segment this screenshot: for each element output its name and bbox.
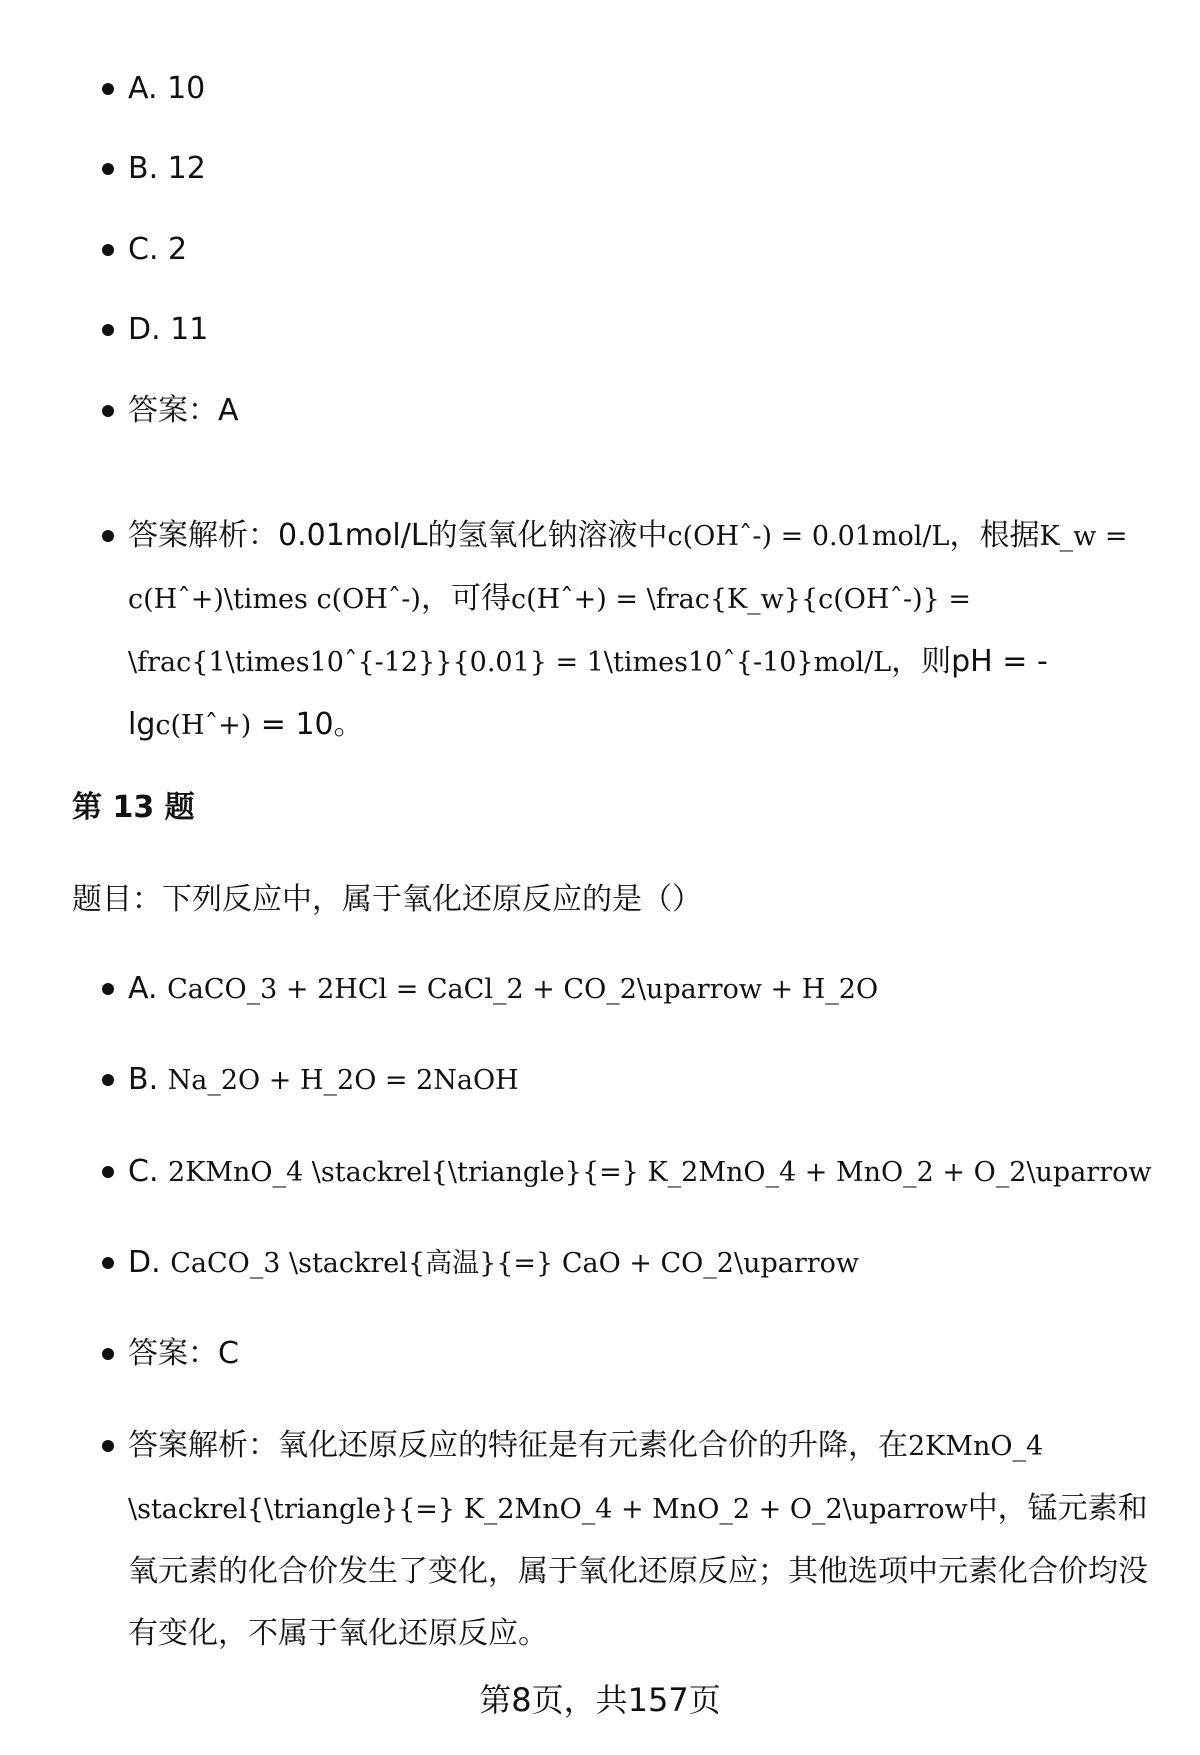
- analysis-text: ，根据: [949, 518, 1040, 553]
- option-d: D. 11: [128, 299, 1158, 361]
- formula: Na_2O + H_2O = 2NaOH: [167, 1065, 519, 1096]
- answer-analysis: [128, 1415, 1158, 1665]
- option-a: [128, 958, 1158, 1021]
- option-c: C. 2: [128, 219, 1158, 281]
- answer-analysis: [128, 505, 1158, 757]
- formula: 2KMnO_4 \stackrel{\triangle}{=} K_2MnO_4 + MnO_2 + O_2\uparrow: [168, 1157, 1152, 1188]
- formula: 2KMnO_4 \stackrel{\triangle}{=} K_2MnO_4 + MnO_2 + O_2\uparrow: [128, 1431, 1044, 1525]
- analysis-text: ，可得: [420, 581, 511, 616]
- question-stem: 题目：下列反应中，属于氧化还原反应的是（）: [72, 882, 702, 917]
- formula: c(OHˆ-) = 0.01mol/L: [667, 521, 950, 552]
- analysis-prefix: 答案解析：: [128, 518, 278, 553]
- page-footer: 第8页，共157页: [479, 1681, 721, 1719]
- option-label: C.: [128, 1154, 169, 1189]
- analysis-text: 中，锰元素和氧元素的化合价发生了变化，属于氧化还原反应；其他选项中元素化合价均没有变化，不属于氧化还原反应。: [128, 1491, 1148, 1651]
- formula: K_w = c(Hˆ+)\times c(OHˆ-): [128, 521, 1128, 615]
- question-heading: 第 13 题: [72, 790, 195, 825]
- option-d: [128, 1232, 1158, 1295]
- analysis-text: 0.01mol/L的氢氧化钠溶液中: [278, 518, 668, 553]
- option-label: B.: [128, 1062, 168, 1097]
- analysis-prefix: 答案解析：: [128, 1428, 278, 1463]
- answer: 答案：A: [128, 380, 1158, 442]
- formula: CaCO_3 \stackrel{高温}{=} CaO + CO_2\uparrow: [170, 1248, 860, 1279]
- analysis-text: = 10。: [251, 707, 364, 742]
- option-a: A. 10: [128, 58, 1158, 120]
- analysis-text: 氧化还原反应的特征是有元素化合价的升降，在: [278, 1428, 908, 1463]
- analysis-text: ，则pH = -lg: [128, 644, 1048, 742]
- option-label: D.: [128, 1245, 171, 1280]
- option-c: [128, 1141, 1158, 1204]
- formula: CaCO_3 + 2HCl = CaCl_2 + CO_2\uparrow + H_2O: [167, 974, 879, 1005]
- answer: 答案：C: [128, 1323, 1158, 1385]
- option-label: A.: [128, 971, 168, 1006]
- option-b: [128, 1049, 1158, 1112]
- formula: c(Hˆ+): [155, 710, 252, 741]
- formula: c(Hˆ+) = \frac{K_w}{c(OHˆ-)} = \frac{1\times10ˆ{-12}}{0.01} = 1\times10ˆ{-10}mol/L: [128, 584, 972, 678]
- option-b: B. 12: [128, 138, 1158, 200]
